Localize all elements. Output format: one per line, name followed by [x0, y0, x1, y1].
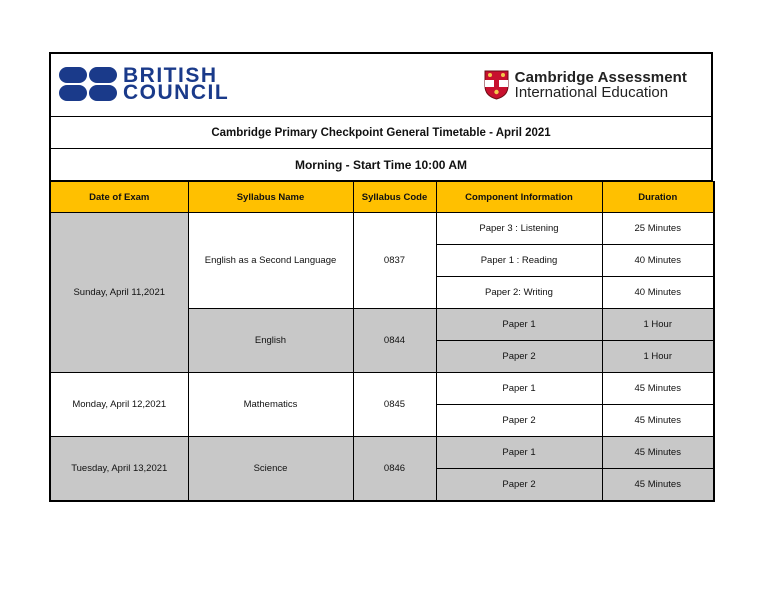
exam-date-cell: Monday, April 12,2021 [50, 373, 188, 437]
syllabus-name-cell: English as a Second Language [188, 213, 353, 309]
syllabus-name-cell: Science [188, 437, 353, 502]
duration-cell: 40 Minutes [602, 277, 714, 309]
cambridge-shield-icon [484, 70, 509, 100]
duration-cell: 1 Hour [602, 341, 714, 373]
logo-header [49, 52, 713, 117]
column-header: Duration [602, 182, 714, 213]
duration-cell: 45 Minutes [602, 405, 714, 437]
duration-cell: 1 Hour [602, 309, 714, 341]
component-cell: Paper 1 [436, 309, 602, 341]
british-council-line2: COUNCIL [123, 81, 230, 104]
session-heading: Morning - Start Time 10:00 AM [49, 149, 713, 181]
column-header: Component Information [436, 182, 602, 213]
table-row [50, 437, 714, 469]
column-header: Syllabus Name [188, 182, 353, 213]
timetable-table [49, 181, 715, 502]
timetable-title: Cambridge Primary Checkpoint General Timetable - April 2021 [49, 117, 713, 149]
syllabus-name-cell: Mathematics [188, 373, 353, 437]
syllabus-code-cell: 0846 [353, 437, 436, 502]
component-cell: Paper 2 [436, 341, 602, 373]
exam-date-cell: Tuesday, April 13,2021 [50, 437, 188, 502]
component-cell: Paper 1 [436, 437, 602, 469]
component-cell: Paper 2 [436, 405, 602, 437]
british-council-logo [59, 66, 229, 102]
cambridge-line2: International Education [514, 84, 669, 101]
duration-cell: 45 Minutes [602, 469, 714, 502]
table-row [50, 373, 714, 405]
component-cell: Paper 3 : Listening [436, 213, 602, 245]
duration-cell: 40 Minutes [602, 245, 714, 277]
component-cell: Paper 1 [436, 373, 602, 405]
table-header-row [50, 182, 714, 213]
component-cell: Paper 2: Writing [436, 277, 602, 309]
timetable-sheet [49, 52, 713, 502]
syllabus-code-cell: 0837 [353, 213, 436, 309]
syllabus-name-cell: English [188, 309, 353, 373]
table-row [50, 213, 714, 245]
component-cell: Paper 1 : Reading [436, 245, 602, 277]
component-cell: Paper 2 [436, 469, 602, 502]
duration-cell: 25 Minutes [602, 213, 714, 245]
british-council-line1: BRITISH [123, 64, 218, 87]
column-header: Syllabus Code [353, 182, 436, 213]
cambridge-line1: Cambridge Assessment [514, 69, 687, 86]
british-council-dots-icon [59, 66, 117, 102]
syllabus-code-cell: 0845 [353, 373, 436, 437]
duration-cell: 45 Minutes [602, 437, 714, 469]
duration-cell: 45 Minutes [602, 373, 714, 405]
syllabus-code-cell: 0844 [353, 309, 436, 373]
column-header: Date of Exam [50, 182, 188, 213]
exam-date-cell: Sunday, April 11,2021 [50, 213, 188, 373]
cambridge-logo [484, 70, 687, 100]
